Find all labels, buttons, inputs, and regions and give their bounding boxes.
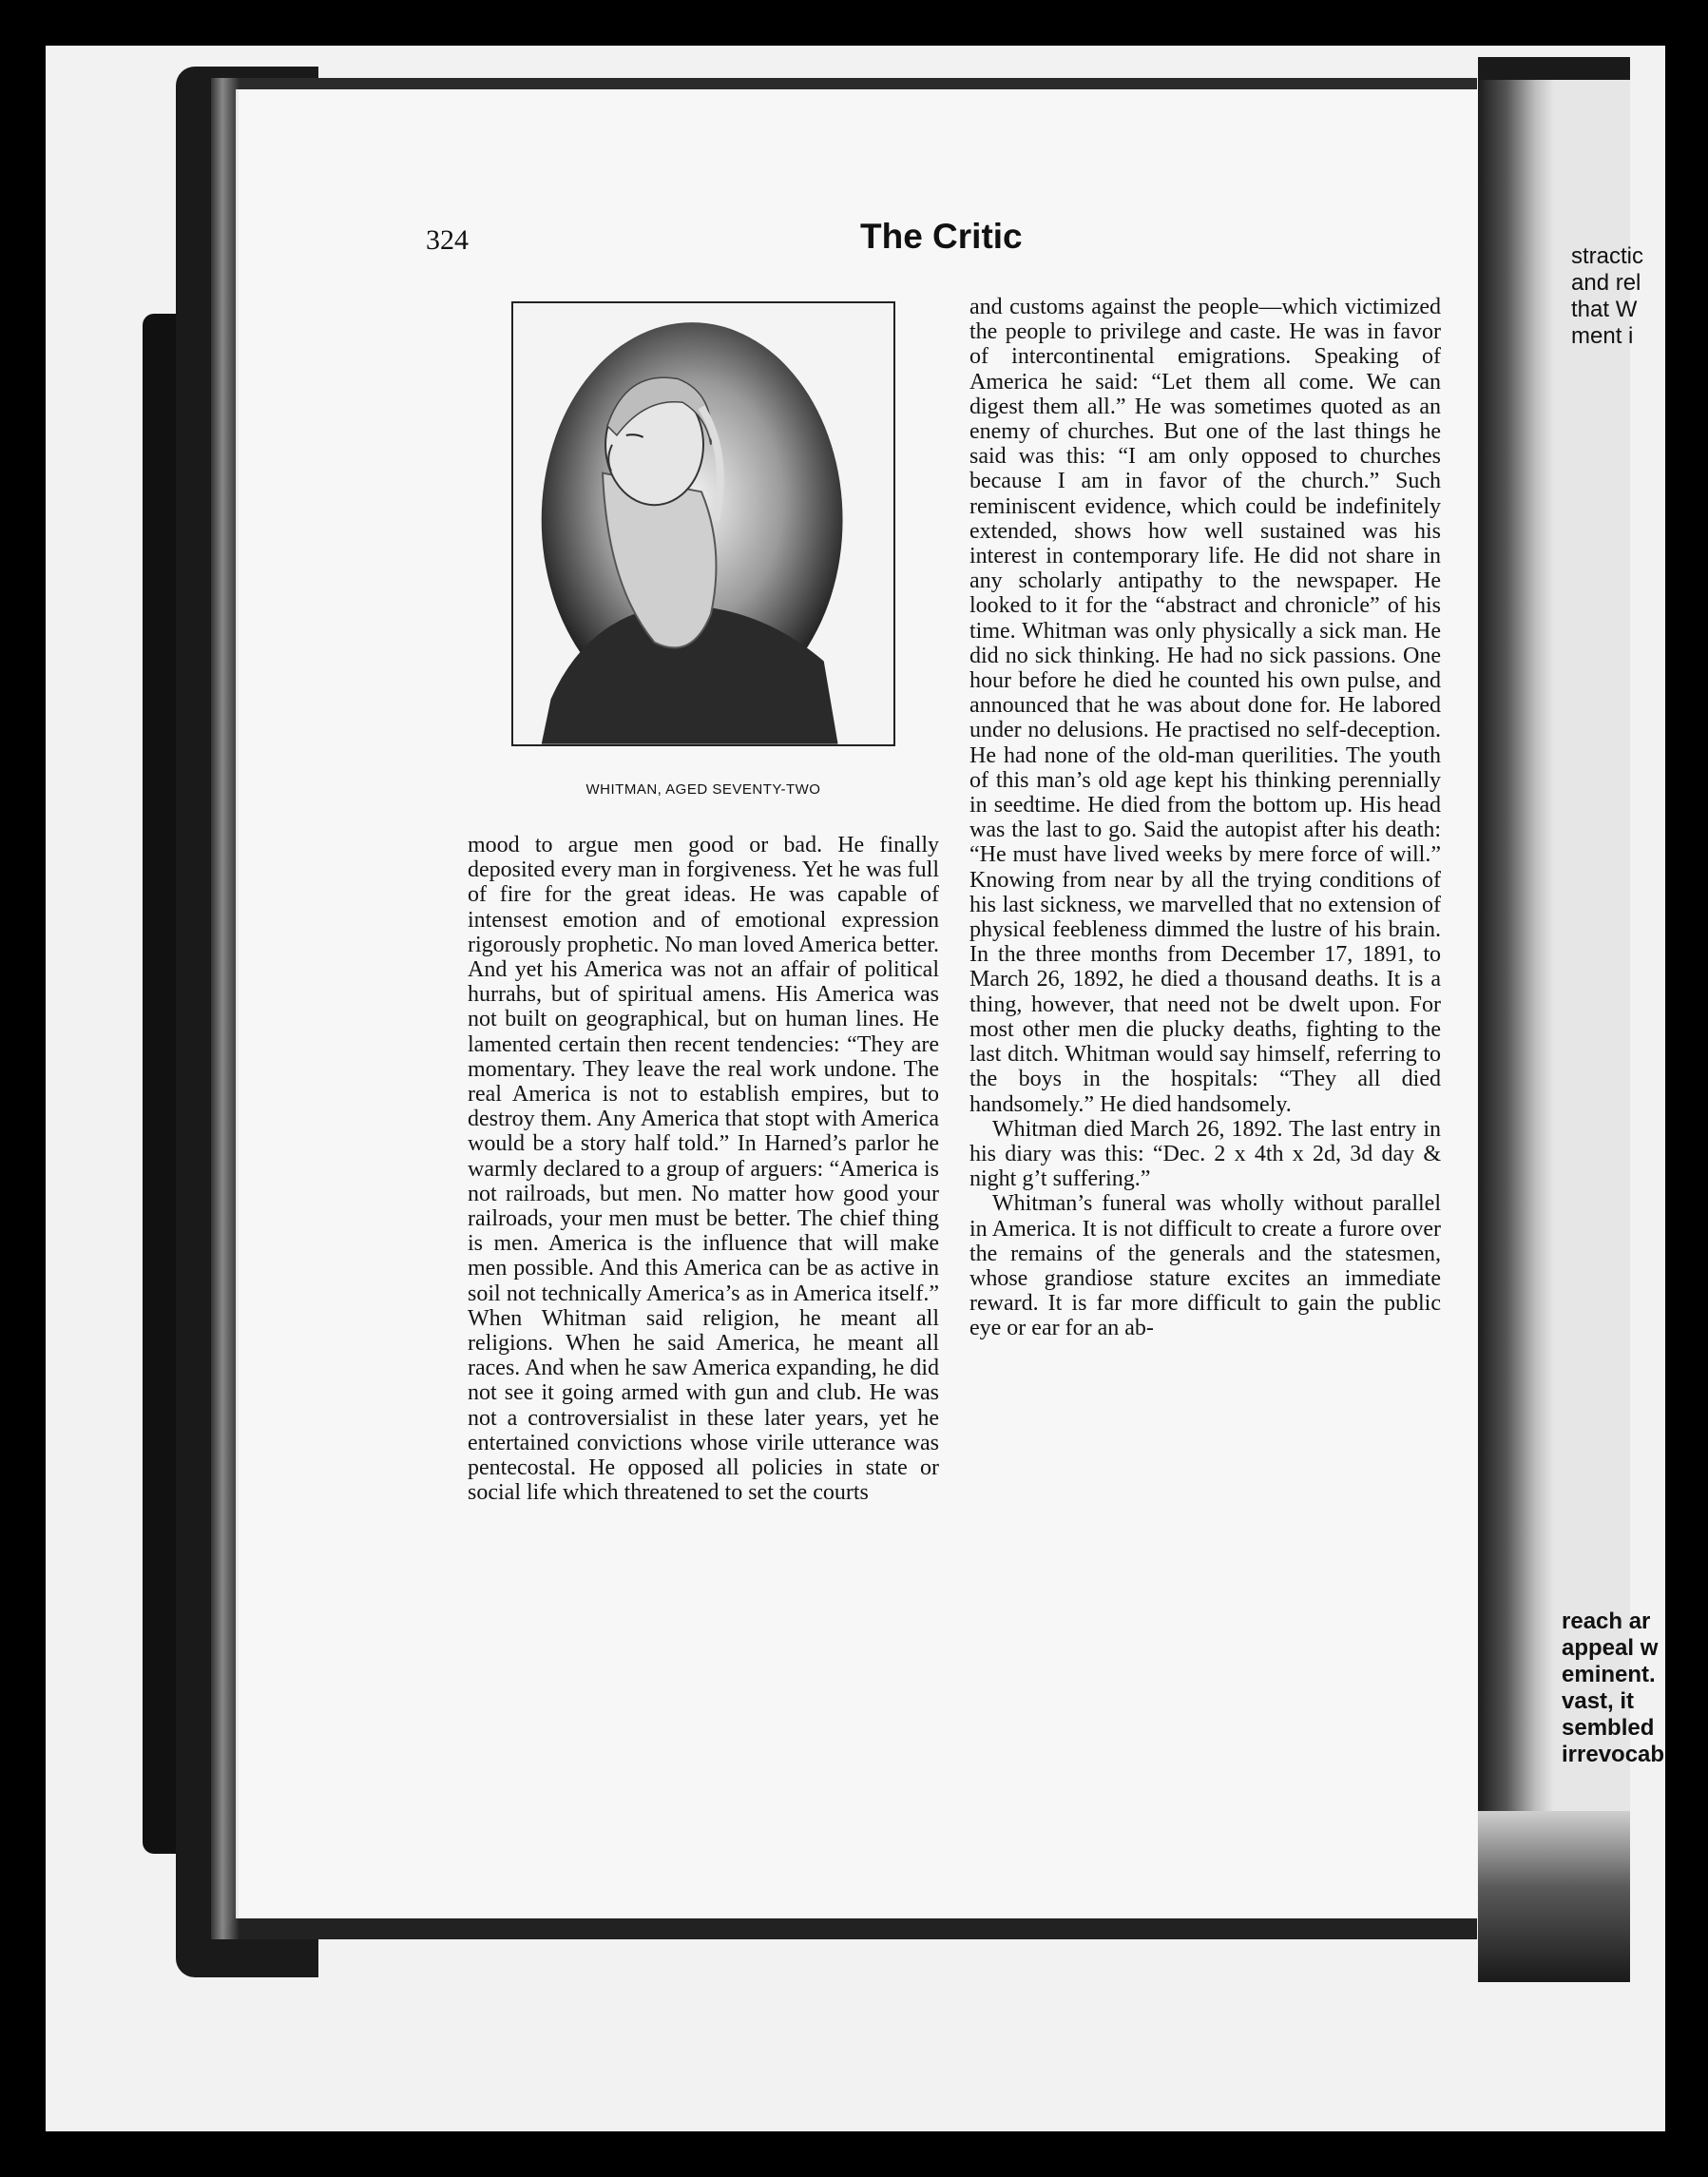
page-title: The Critic xyxy=(860,217,1023,256)
text-column-right xyxy=(969,295,1441,1341)
paragraph: Whitman died March 26, 1892. The last entry in his diary was this: “Dec. 2 x 4th x 2d, 3d day & night g’t suffering.” xyxy=(969,1116,1441,1192)
paragraph: mood to argue men good or bad. He finally deposited every man in forgiveness. Yet he was full of fire for the great ideas. He was capable of intensest emotion and of emotional expression rigorously prophetic. No man loved America better. And yet his America was not an affair of political hurrahs, but of spiritual amens. His America was not built on geographical, but on human lines. He lamented certain then recent tendencies: “They are momentary. They leave the real work undone. The real America is not to establish empires, but to destroy them. Any America that stopt with America would be a story half told.” In Harned’s parlor he warmly declared to a group of arguers: “America is not railroads, but men. No matter how good your railroads, your men must be better. The chief thing is men. America is the influence that will make men possible. And this America can be as active in soil not technically America’s as in America itself.” When Whitman said religion, he meant all religions. When he said America, he meant all races. And when he saw America expanding, he did not see it going armed with gun and club. He was not a controversialist in these later years, yet he entertained convictions whose virile utterance was pentecostal. He opposed all policies in state or social life which threatened to set the courts xyxy=(468,833,939,1506)
text-column-left xyxy=(468,833,939,1505)
page-gutter-shadow xyxy=(211,78,240,1939)
paragraph: and customs against the people—which victimized the people to privilege and caste. He was in favor of intercontinental emigrations. Speaking of America he said: “Let them all come. We can digest them all.” He was sometimes quoted as an enemy of churches. But one of the last things he said was this: “I am only opposed to churches because I am in favor of the church.” Such reminiscent evidence, which could be indefinitely extended, shows how well sustained was his interest in contemporary life. He did not share in any scholarly antipathy to the newspaper. He looked to it for the “abstract and chronicle” of his time. Whitman was only physically a sick man. He did no sick thinking. He had no sick passions. One hour before he died he counted his own pulse, and announced that he was about done for. He labored under no delusions. He practised no self-deception. He had none of the old-man querilities. The youth of this man’s old age kept his thinking perennially in seedtime. He died from the bottom up. His head was the last to go. Said the autopist after his death: “He must have lived weeks by mere force of will.” Knowing from near by all the trying conditions of his last sickness, we marvelled that no extension of physical feebleness dimmed the lustre of his brain. In the three months from December 17, 1891, to March 26, 1892, he died a thousand deaths. It is a thing, however, that need not be dwelt upon. For most other men die plucky deaths, fighting to the last ditch. Whitman would say himself, referring to the boys in the hospitals: “They all died handsomely.” He died handsomely. xyxy=(969,295,1441,1117)
portrait-image xyxy=(513,303,893,744)
page-number: 324 xyxy=(426,224,469,256)
paragraph: Whitman’s funeral was wholly without parallel in America. It is not difficult to create a furore over the remains of the generals and the statesmen, whose grandiose stature excites an immediate reward. It is far more difficult to gain the public eye or ear for an ab- xyxy=(969,1191,1441,1341)
portrait-caption: WHITMAN, AGED SEVENTY-TWO xyxy=(585,781,821,798)
portrait-engraving xyxy=(511,301,895,746)
facing-page-text-top: stractic and rel that W ment i xyxy=(1571,243,1644,349)
facing-page-text-bottom: reach ar appeal w eminent. vast, it sembled irrevocab xyxy=(1562,1609,1665,1767)
facing-page-bottom-edge xyxy=(1478,1811,1630,1982)
